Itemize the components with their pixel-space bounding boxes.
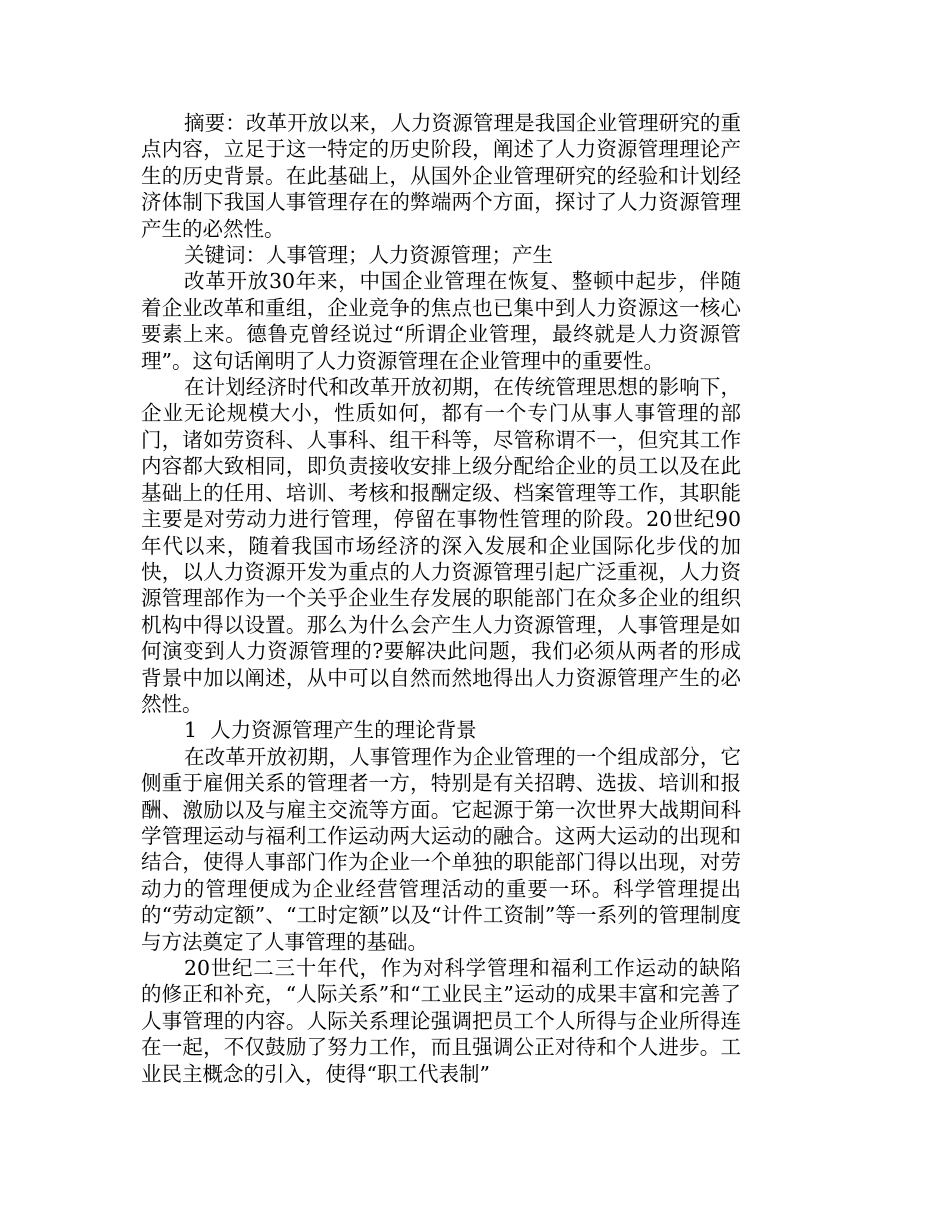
keywords-line: 关键词：人事管理；人力资源管理；产生 [184,243,553,268]
abstract-paragraph: 摘要：改革开放以来，人力资源管理是我国企业管理研究的重点内容，立足于这一特定的历史阶段，阐述了人力资源管理理论产生的历史背景。在此基础上，从国外企业管理研究的经验和计划经济体制下我国人事管理存在的弊端两个方面，探讨了人力资源管理产生的必然性。 [141,111,741,241]
body-paragraph: 20世纪二三十年代，作为对科学管理和福利工作运动的缺陷的修正和补充，“人际关系”和“工业民主”运动的成果丰富和完善了人事管理的内容。人际关系理论强调把员工个人所得与企业所得连在一起，不仅鼓励了努力工作，而且强调公正对待和个人进步。工业民主概念的引入，使得“职工代表制” [141,956,741,1086]
body-paragraph: 在计划经济时代和改革开放初期，在传统管理思想的影响下，企业无论规模大小，性质如何，都有一个专门从事人事管理的部门，诸如劳资科、人事科、组干科等，尽管称谓不一，但究其工作内容都大致相同，即负责接收安排上级分配给企业的员工以及在此基础上的任用、培训、考核和报酬定级、档案管理等工作，其职能主要是对劳动力进行管理，停留在事物性管理的阶段。20世纪90年代以来，随着我国市场经济的深入发展和企业国际化步伐的加快，以人力资源开发为重点的人力资源管理引起广泛重视，人力资源管理部作为一个关乎企业生存发展的职能部门在众多企业的组织机构中得以设置。那么为什么会产生人力资源管理，人事管理是如何演变到人力资源管理的?要解决此问题，我们必须从两者的形成背景中加以阐述，从中可以自然而然地得出人力资源管理产生的必然性。 [141,375,741,716]
body-paragraph: 改革开放30年来，中国企业管理在恢复、整顿中起步，伴随着企业改革和重组，企业竞争的焦点也已集中到人力资源这一核心要素上来。德鲁克曾经说过“所谓企业管理，最终就是人力资源管理”。这句话阐明了人力资源管理在企业管理中的重要性。 [141,269,741,373]
document-page [141,110,741,1087]
body-paragraph: 在改革开放初期，人事管理作为企业管理的一个组成部分，它侧重于雇佣关系的管理者一方，特别是有关招聘、选拔、培训和报酬、激励以及与雇主交流等方面。它起源于第一次世界大战期间科学管理运动与福利工作运动两大运动的融合。这两大运动的出现和结合，使得人事部门作为企业一个单独的职能部门得以出现，对劳动力的管理便成为企业经营管理活动的重要一环。科学管理提出的“劳动定额”、“工时定额”以及“计件工资制”等一系列的管理制度与方法奠定了人事管理的基础。 [141,744,741,954]
section-heading: 1 人力资源管理产生的理论背景 [184,718,477,743]
